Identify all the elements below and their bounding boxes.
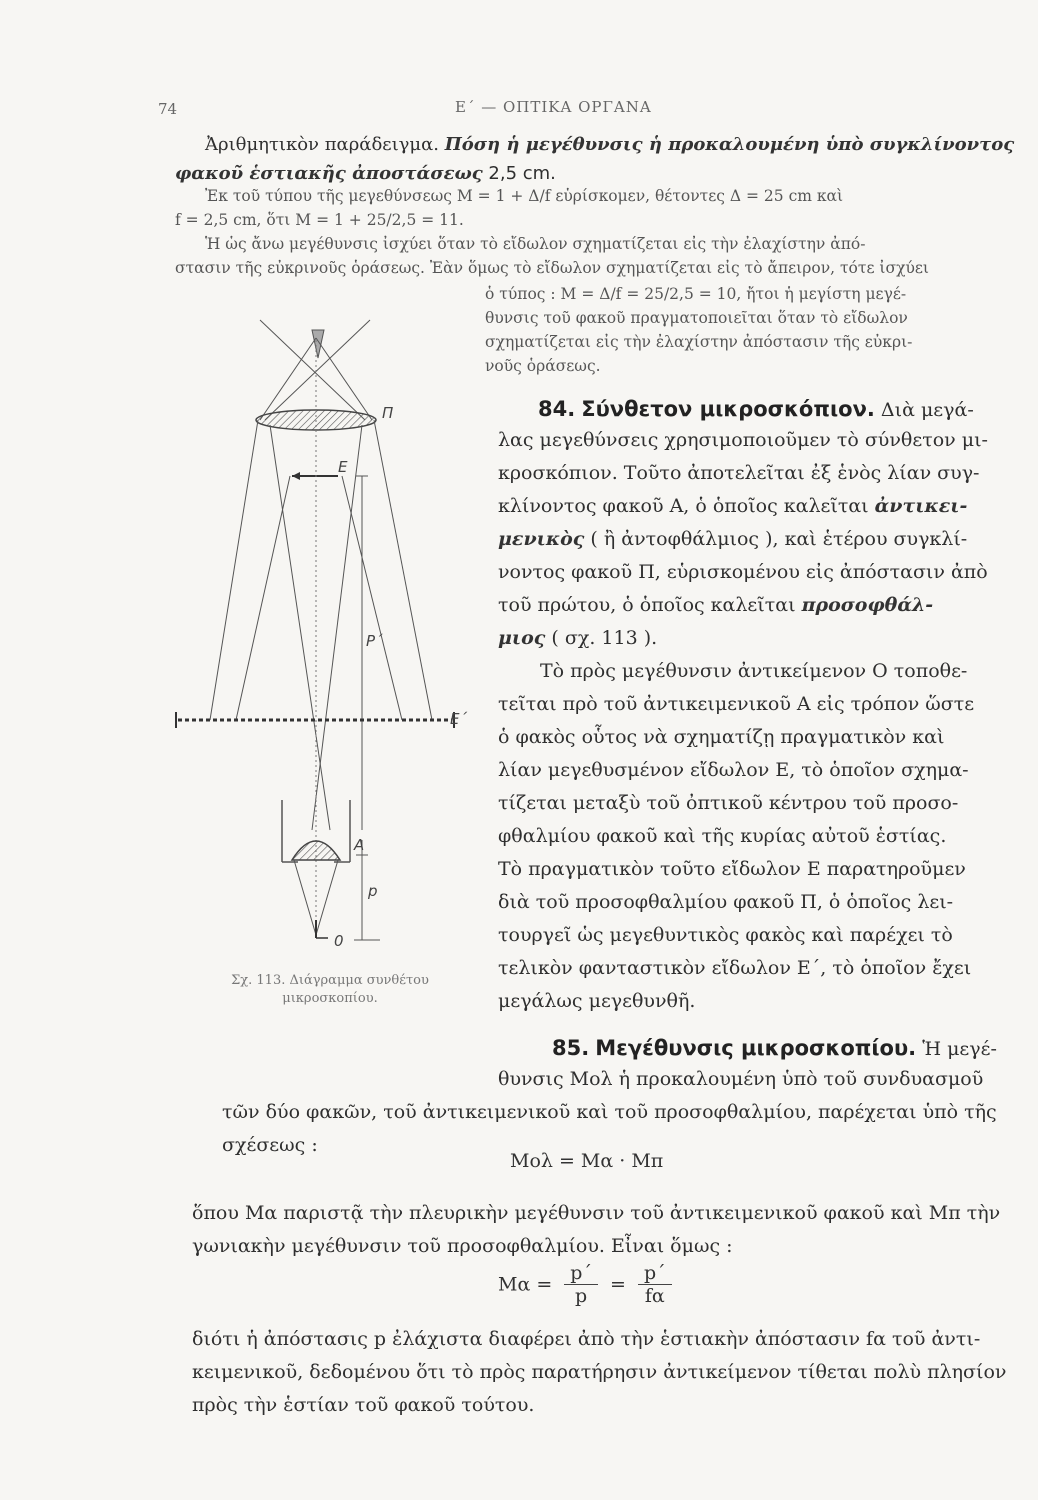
section-84-line-6: νοντος φακοῦ Π, εὑρισκομένου εἰς ἀπόστασιν ἀπὸ: [498, 561, 988, 583]
section-84-p2-line-5: τίζεται μεταξὺ τοῦ ὀπτικοῦ κέντρου τοῦ προσο-: [498, 792, 959, 814]
fraction-1-denominator: p: [575, 1285, 588, 1307]
section-84-p2-line-6: φθαλμίου φακοῦ καὶ τῆς κυρίας αὐτοῦ ἑστίας.: [498, 825, 947, 847]
section-85-line-3: τῶν δύο φακῶν, τοῦ ἀντικειμενικοῦ καὶ τοῦ προσοφθαλμίου, παρέχεται ὑπὸ τῆς: [222, 1101, 997, 1123]
section-84-line-5: [498, 523, 967, 556]
section-85-line-5: ὅπου Μα παριστᾷ τὴν πλευρικὴν μεγέθυνσιν τοῦ ἀντικειμενικοῦ φακοῦ καὶ Μπ τὴν: [192, 1202, 1001, 1224]
section-84-p2-line-2: τεῖται πρὸ τοῦ ἀντικειμενικοῦ Α εἰς τρόπον ὥστε: [498, 693, 975, 715]
section-85-line-2: θυνσις Μολ ἡ προκαλουμένη ὑπὸ τοῦ συνδυασμοῦ: [498, 1068, 984, 1090]
eye-icon: [312, 330, 324, 358]
section-84-line-7: [498, 589, 933, 622]
example-line-8: νοῦς ὁράσεως.: [485, 357, 601, 375]
example-line-6: θυνσις τοῦ φακοῦ πραγματοποιεῖται ὅταν τὸ εἴδωλον: [485, 309, 908, 327]
label-object: 0: [334, 932, 344, 950]
section-85-number: 85.: [552, 1036, 590, 1060]
label-distance-p: p: [368, 882, 378, 900]
section-85-heading: [552, 1032, 997, 1066]
section-84-line-1: Διὰ μεγά-: [880, 399, 974, 421]
section-85-line-4: σχέσεως :: [222, 1134, 318, 1156]
example-line-1: Ἐκ τοῦ τύπου τῆς μεγεθύνσεως M = 1 + Δ/f εὑρίσκομεν, θέτοντες Δ = 25 cm καὶ: [205, 187, 844, 205]
section-85-line-1: Ἡ μεγέ-: [922, 1038, 997, 1060]
section-85-line-6: γωνιακὴν μεγέθυνσιν τοῦ προσοφθαλμίου. Εἶναι ὅμως :: [192, 1235, 733, 1257]
page-number: 74: [158, 100, 178, 118]
figure-caption-line-2: μικροσκοπίου.: [282, 991, 378, 1006]
section-84-line-3: κροσκόπιον. Τοῦτο ἀποτελεῖται ἐξ ἑνὸς λίαν συγ-: [498, 462, 980, 484]
section-84-heading: [538, 393, 974, 427]
example-question-value: 2,5 cm.: [488, 163, 556, 184]
figure-caption: [190, 972, 470, 1008]
label-objective: A: [354, 836, 365, 854]
section-84-p2-line-4: λίαν μεγεθυσμένον εἴδωλον Ε, τὸ ὁποῖον σχημα-: [498, 759, 969, 781]
section-84-line-2: λας μεγεθύνσεις χρησιμοποιοῦμεν τὸ σύνθετον μι-: [498, 429, 988, 451]
section-84-line-8: [498, 622, 657, 655]
fraction-2: [638, 1262, 672, 1307]
running-title: Ε΄ — ΟΠΤΙΚΑ ΟΡΓΑΝΑ: [455, 98, 652, 116]
formula-total-magnification: Μολ = Μα · Μπ: [510, 1150, 664, 1172]
fraction-1: [564, 1262, 598, 1307]
section-84-line-4a: κλίνοντος φακοῦ Α, ὁ ὁποῖος καλεῖται: [498, 495, 869, 517]
objective-lens: [292, 841, 340, 860]
term-eyepiece: προσοφθάλ-: [801, 594, 934, 616]
example-line-3: Ἡ ὡς ἄνω μεγέθυνσις ἰσχύει ὅταν τὸ εἴδωλον σχηματίζεται εἰς τὴν ἐλαχίστην ἀπό-: [205, 235, 866, 253]
formula-lhs: Μα =: [498, 1273, 553, 1296]
example-question: Πόση ἡ μεγέθυνσις ἡ προκαλουμένη ὑπὸ συγκλίνοντος: [444, 134, 1015, 155]
section-84-p2-line-1: Τὸ πρὸς μεγέθυνσιν ἀντικείμενον Ο τοποθε-: [540, 660, 968, 682]
label-eyepiece: Π: [382, 404, 394, 422]
term-eyepiece-end: μιος: [498, 627, 546, 649]
section-85-line-7: διότι ἡ ἀπόστασις p ἐλάχιστα διαφέρει ἀπὸ τὴν ἑστιακὴν ἀπόστασιν fα τοῦ ἀντι-: [192, 1328, 981, 1350]
section-84-p2-line-10: τελικὸν φανταστικὸν εἴδωλον Ε΄, τὸ ὁποῖον ἔχει: [498, 957, 972, 979]
term-objective: ἀντικει-: [874, 495, 968, 517]
fraction-1-numerator: p΄: [564, 1262, 598, 1285]
section-85-line-8: κειμενικοῦ, δεδομένου ὅτι τὸ πρὸς παρατήρησιν ἀντικείμενον τίθεται πολὺ πλησίον: [192, 1361, 1007, 1383]
section-84-p2-line-3: ὁ φακὸς οὗτος νὰ σχηματίζῃ πραγματικὸν καὶ: [498, 726, 945, 748]
formula-equals: =: [610, 1273, 626, 1296]
section-85-title: Μεγέθυνσις μικροσκοπίου.: [595, 1036, 917, 1060]
example-question-2: φακοῦ ἑστιακῆς ἀποστάσεως: [175, 163, 483, 184]
section-84-number: 84.: [538, 397, 576, 421]
label-image: E: [338, 458, 348, 476]
fraction-2-denominator: fα: [644, 1285, 665, 1307]
section-84-line-4: [498, 490, 967, 523]
section-84-p2-line-7: Τὸ πραγματικὸν τοῦτο εἴδωλον Ε παρατηροῦμεν: [498, 858, 966, 880]
example-label: Ἀριθμητικὸν παράδειγμα.: [205, 134, 439, 155]
section-84-line-5b: ( ἢ ἀντοφθάλμιος ), καὶ ἑτέρου συγκλί-: [590, 528, 968, 550]
figure-reference: ( σχ. 113 ).: [551, 627, 658, 649]
figure-caption-line-1: Σχ. 113. Διάγραμμα συνθέτου: [231, 973, 429, 988]
label-virtual-image: E΄: [450, 710, 467, 728]
term-objective-end: μενικὸς: [498, 528, 585, 550]
section-85-line-9: πρὸς τὴν ἑστίαν τοῦ φακοῦ τούτου.: [192, 1394, 535, 1416]
section-84-line-7a: τοῦ πρώτου, ὁ ὁποῖος καλεῖται: [498, 594, 796, 616]
example-line-2: f = 2,5 cm, ὅτι M = 1 + 25/2,5 = 11.: [175, 211, 464, 229]
formula-objective-magnification: [498, 1262, 678, 1307]
fraction-2-numerator: p΄: [638, 1262, 672, 1285]
example-line-4: στασιν τῆς εὐκρινοῦς ὁράσεως. Ἐὰν ὅμως τὸ εἴδωλον σχηματίζεται εἰς τὸ ἄπειρον, τότε ἰσχύει: [175, 259, 929, 277]
label-distance-p-prime: P΄: [366, 632, 383, 650]
section-84-p2-line-8: διὰ τοῦ προσοφθαλμίου φακοῦ Π, ὁ ὁποῖος λει-: [498, 891, 954, 913]
example-line-5: ὁ τύπος : M = Δ/f = 25/2,5 = 10, ἤτοι ἡ μεγίστη μεγέ-: [485, 285, 907, 303]
example-line-7: σχηματίζεται εἰς τὴν ἐλαχίστην ἀπόστασιν τῆς εὐκρι-: [485, 333, 913, 351]
microscope-diagram: [170, 310, 470, 970]
section-84-p2-line-9: τουργεῖ ὡς μεγεθυντικὸς φακὸς καὶ παρέχει τὸ: [498, 924, 953, 946]
section-84-p2-line-11: μεγάλως μεγεθυνθῆ.: [498, 990, 696, 1012]
section-84-title: Σύνθετον μικροσκόπιον.: [581, 397, 875, 421]
